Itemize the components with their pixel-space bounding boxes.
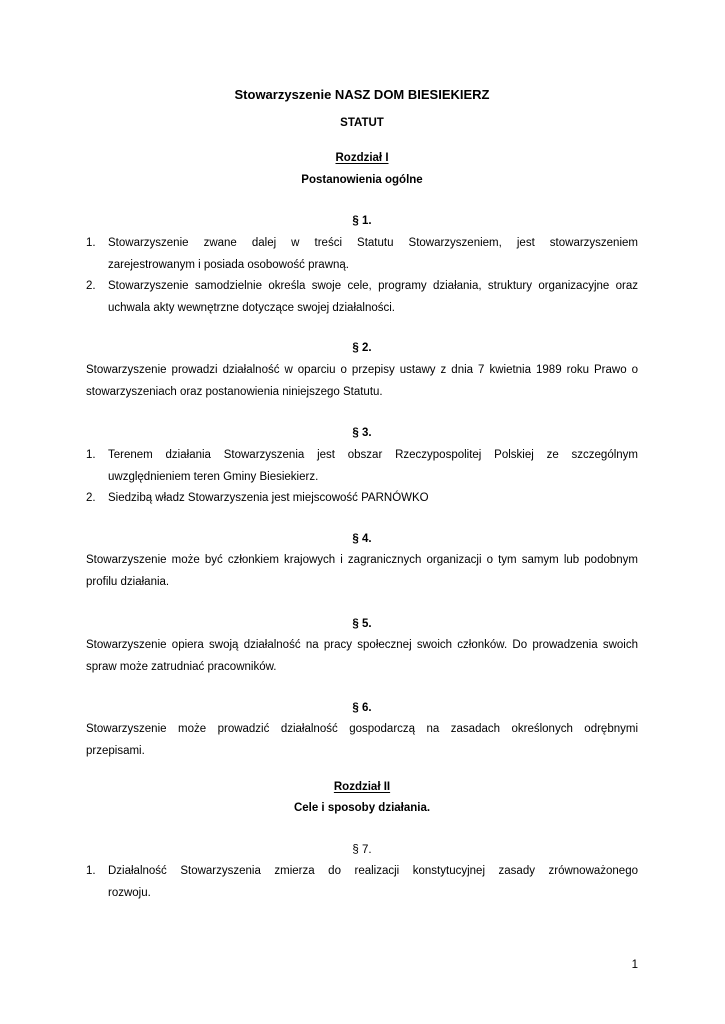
section-2-paragraph bbox=[86, 360, 638, 403]
list-item-number: 1. bbox=[86, 237, 96, 249]
list-item-number: 1. bbox=[86, 865, 96, 877]
text-line: Terenem działania Stowarzyszenia jest obszar Rzeczypospolitej Polskiej ze szczególnym bbox=[108, 449, 638, 461]
list-item-text bbox=[108, 233, 638, 276]
section-mark: § 1. bbox=[352, 215, 372, 227]
section-6-paragraph bbox=[86, 719, 638, 762]
list-item-text bbox=[108, 276, 638, 319]
list-item bbox=[86, 276, 638, 319]
list-item bbox=[86, 445, 638, 488]
section-5-paragraph bbox=[86, 635, 638, 678]
list-item bbox=[86, 233, 638, 276]
list-item-text bbox=[108, 861, 638, 904]
section-4-paragraph bbox=[86, 550, 638, 593]
chapter-subheading: Postanowienia ogólne bbox=[301, 174, 423, 186]
list-item-text bbox=[108, 445, 638, 488]
list-item-number: 1. bbox=[86, 449, 96, 461]
section-mark: § 6. bbox=[352, 702, 372, 714]
text-line: Stowarzyszenie prowadzi działalność w oparciu o przepisy ustawy z dnia 7 kwietnia 1989 roku Prawo o bbox=[86, 364, 638, 376]
text-line: Stowarzyszenie może prowadzić działalność gospodarczą na zasadach określonych odrębnymi bbox=[86, 723, 638, 735]
section-mark: § 4. bbox=[352, 533, 372, 545]
text-line: zarejestrowanym i posiada osobowość prawną. bbox=[108, 258, 349, 271]
section-3-list bbox=[86, 445, 638, 510]
list-item-number: 2. bbox=[86, 492, 96, 504]
chapter-heading: Rozdział II bbox=[333, 781, 391, 793]
text-line: Stowarzyszenie może być członkiem krajowych i zagranicznych organizacji o tym samym lub podobnym bbox=[86, 554, 638, 566]
text-line: uwzględnieniem teren Gminy Biesiekierz. bbox=[108, 470, 319, 483]
section-mark: § 3. bbox=[352, 427, 372, 439]
list-item-text bbox=[108, 488, 638, 510]
section-mark: § 7. bbox=[352, 844, 372, 856]
chapter-heading: Rozdział I bbox=[335, 152, 389, 164]
section-7-list bbox=[86, 861, 638, 904]
list-item bbox=[86, 488, 638, 510]
text-line: Siedzibą władz Stowarzyszenia jest miejscowość PARNÓWKO bbox=[108, 492, 429, 504]
text-line: stowarzyszeniach oraz postanowienia niniejszego Statutu. bbox=[86, 385, 383, 398]
list-item bbox=[86, 861, 638, 904]
document-title: Stowarzyszenie NASZ DOM BIESIEKIERZ bbox=[234, 87, 490, 102]
text-line: Stowarzyszenie zwane dalej w treści Statutu Stowarzyszeniem, jest stowarzyszeniem bbox=[108, 237, 638, 249]
text-line: profilu działania. bbox=[86, 575, 170, 588]
section-mark: § 5. bbox=[352, 618, 372, 630]
text-line: uchwala akty wewnętrzne dotyczące swojej działalności. bbox=[108, 301, 396, 314]
document-subtitle: STATUT bbox=[340, 117, 384, 129]
page-number: 1 bbox=[631, 959, 638, 971]
chapter-subheading: Cele i sposoby działania. bbox=[293, 802, 431, 814]
text-line: Stowarzyszenie samodzielnie określa swoje cele, programy działania, struktury organizacyjne oraz bbox=[108, 280, 638, 292]
section-mark: § 2. bbox=[352, 342, 372, 354]
text-line: Stowarzyszenie opiera swoją działalność na pracy społecznej swoich członków. Do prowadzenia swoich bbox=[86, 639, 638, 651]
text-line: przepisami. bbox=[86, 744, 145, 757]
text-line: spraw może zatrudniać pracowników. bbox=[86, 660, 277, 673]
list-item-number: 2. bbox=[86, 280, 96, 292]
section-1-list bbox=[86, 233, 638, 319]
text-line: Działalność Stowarzyszenia zmierza do realizacji konstytucyjnej zasady zrównoważonego bbox=[108, 865, 638, 877]
text-line: rozwoju. bbox=[108, 886, 151, 899]
